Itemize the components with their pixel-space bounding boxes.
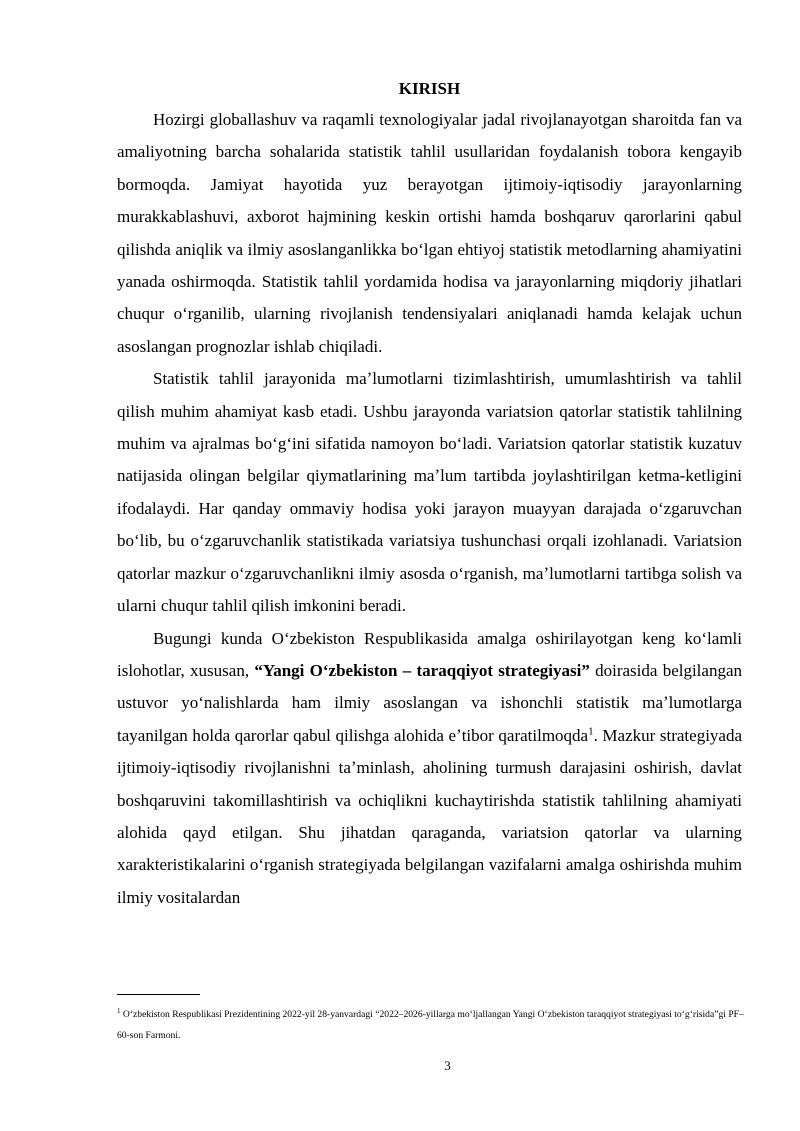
page-number: 3: [444, 1058, 451, 1073]
paragraph-3-text: doirasida belgilangan ustuvor yoʻnalishlarda ham ilmiy asoslangan va ishonchli statistik maʼlumotlarga tayanilgan holda qarorlar qabul qilishga alohida eʼtibor qaratilmoqda: [117, 660, 742, 745]
footnote-marker: 1: [117, 1006, 121, 1015]
footnote-text: Oʻzbekiston Respublikasi Prezidentining 2022-yil 28-yanvardagi “2022–2026-yillarga moʻljallangan Yangi Oʻzbekiston taraqqiyot strategiyasi toʻgʻrisida”gi PF–60-son Farmoni.: [117, 1009, 744, 1041]
body-text: [117, 104, 742, 914]
paragraph-1: Hozirgi globallashuv va raqamli texnologiyalar jadal rivojlanayotgan sharoitda fan va amaliyotning barcha sohalarida statistik tahlil usullaridan foydalanish tobora kengayib bormoqda. Jamiyat hayotida yuz berayotgan ijtimoiy-iqtisodiy jarayonlarning murakkablashuvi, axborot hajmining keskin ortishi hamda boshqaruv qarorlarini qabul qilishda aniqlik va ilmiy asoslanganlikka boʻlgan ehtiyoj statistik metodlarning ahamiyatini yanada oshirmoqda. Statistik tahlil yordamida hodisa va jarayonlarning miqdoriy jihatlari chuqur oʻrganilib, ularning rivojlanish tendensiyalari aniqlanadi hamda kelajak uchun asoslangan prognozlar ishlab chiqiladi.: [117, 110, 742, 356]
paragraph-2: Statistik tahlil jarayonida maʼlumotlarni tizimlashtirish, umumlashtirish va tahlil qilish muhim ahamiyat kasb etadi. Ushbu jarayonda variatsion qatorlar statistik tahlilning muhim va ajralmas boʻgʻini sifatida namoyon boʻladi. Variatsion qatorlar statistik kuzatuv natijasida olingan belgilar qiymatlarining maʼlum tartibda joylashtirilgan ketma-ketligini ifodalaydi. Har qanday ommaviy hodisa yoki jarayon muayyan darajada oʻzgaruvchan boʻlib, bu oʻzgaruvchanlik statistikada variatsiya tushunchasi orqali izohlanadi. Variatsion qatorlar mazkur oʻzgaruvchanlikni ilmiy asosda oʻrganish, maʼlumotlarni tartibga solish va ularni chuqur tahlil qilish imkonini beradi.: [117, 369, 742, 616]
paragraph-3: [117, 623, 742, 915]
paragraph-3-text: . Mazkur strategiyada ijtimoiy-iqtisodiy rivojlanishni taʼminlash, aholining turmush darajasini oshirish, davlat boshqaruvini takomillashtirish va ochiqlikni kuchaytirishda statistik tahlilning ahamiyati alohida qayd etilgan. Shu jihatdan qaraganda, variatsion qatorlar va ularning xarakteristikalarini oʻrganish strategiyada belgilangan vazifalarni amalga oshirishda muhim ilmiy vositalardan: [117, 725, 743, 907]
footnote-reference[interactable]: 1: [588, 725, 594, 738]
strategy-title-bold: “Yangi Oʻzbekiston – taraqqiyot strategiyasi”: [254, 660, 590, 680]
footnote-separator: [117, 994, 200, 995]
footnote: [117, 1004, 745, 1046]
section-heading: KIRISH: [398, 79, 461, 98]
paragraph-3-text: Bugungi kunda Oʻzbekiston Respublikasida amalga oshirilayotgan keng koʻlamli islohotlar, xususan,: [117, 628, 742, 680]
